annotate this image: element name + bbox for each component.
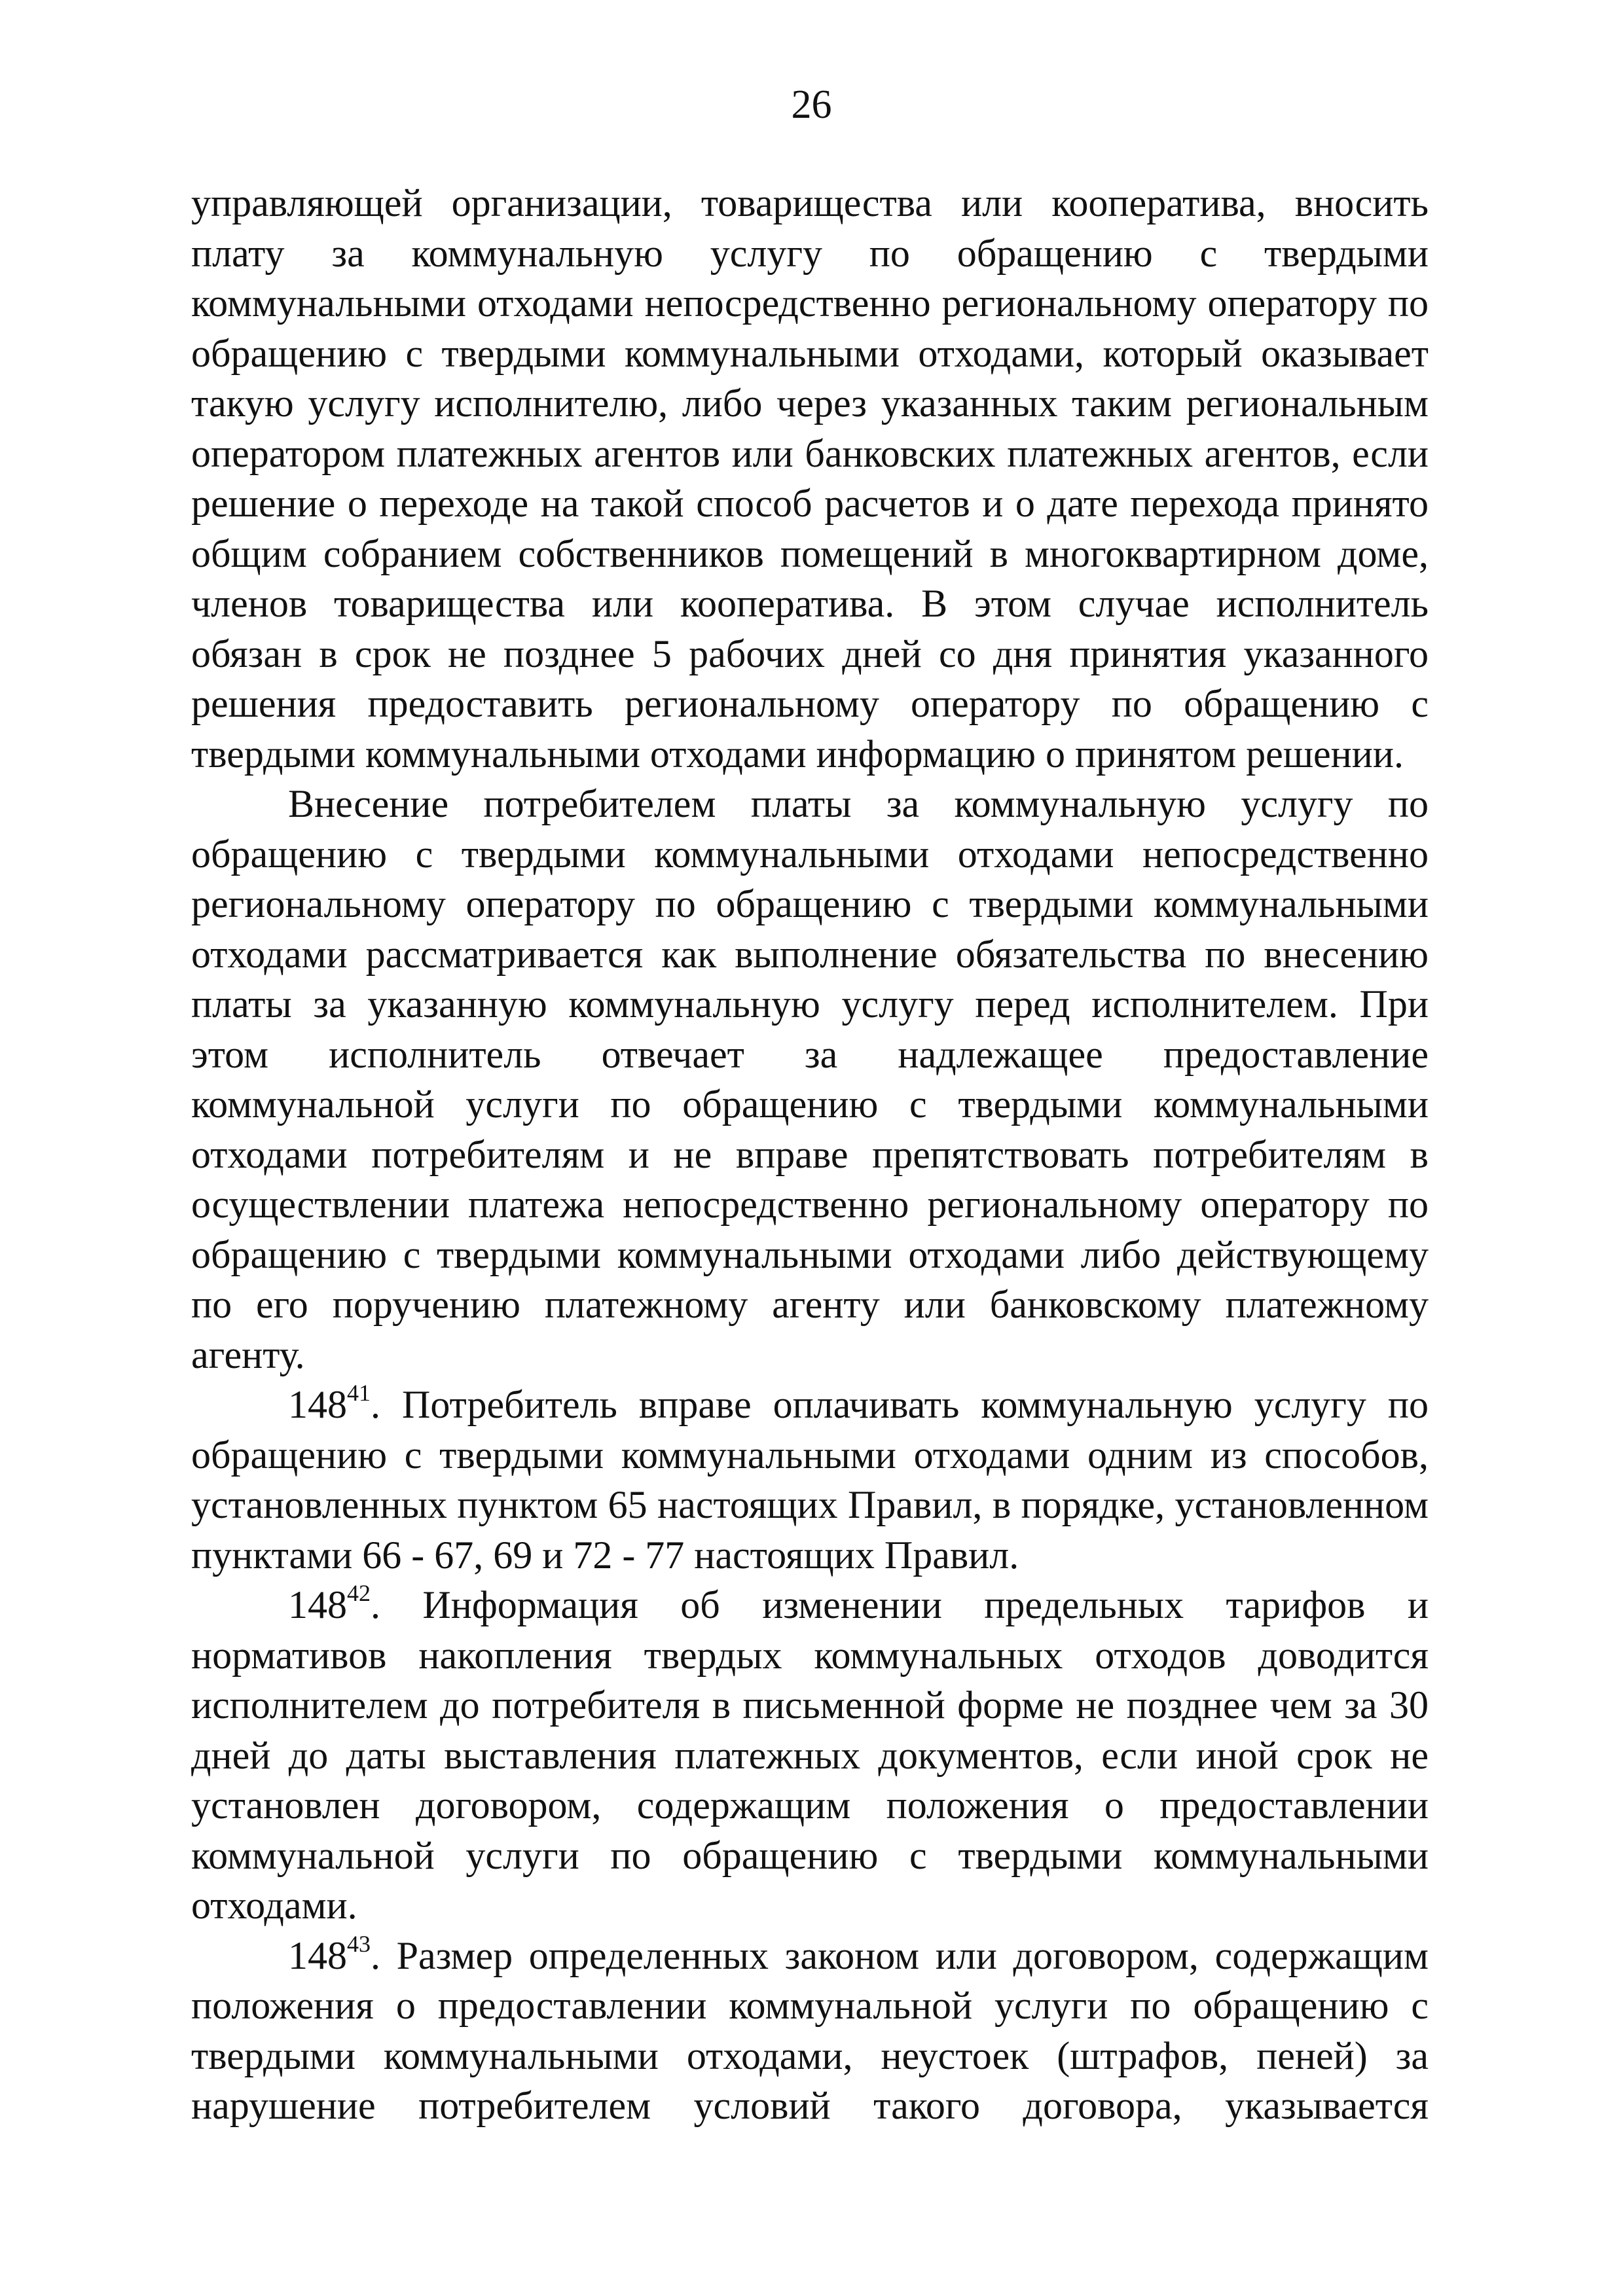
paragraph-148-42 xyxy=(191,1580,1429,1931)
paragraph-148-43 xyxy=(191,1931,1429,2131)
paragraph-text: управляющей организации, товарищества или кооператива, вносить плату за коммунальную услугу по обращению с твердыми коммунальными отходами непосредственно региональному оператору по обращению с твердыми коммунальными отходами, который оказывает такую услугу исполнителю, либо через указанных таким региональным оператором платежных агентов или банковских платежных агентов, если решение о переходе на такой способ расчетов и о дате перехода принято общим собранием собственников помещений в многоквартирном доме, членов товарищества или кооператива. В этом случае исполнитель обязан в срок не позднее 5 рабочих дней со дня принятия указанного решения предоставить региональному оператору по обращению с твердыми коммунальными отходами информацию о принятом решении. xyxy=(191,181,1429,776)
clause-superscript: 41 xyxy=(347,1380,371,1406)
paragraph-text: . Информация об изменении предельных тарифов и нормативов накопления твердых коммунальных отходов доводится исполнителем до потребителя в письменной форме не позднее чем за 30 дней до даты выставления платежных документов, если иной срок не установлен договором, содержащим положения о предоставлении коммунальной услуги по обращению с твердыми коммунальными отходами. xyxy=(191,1583,1429,1927)
paragraph-payment-to-operator xyxy=(191,779,1429,1380)
page-number: 26 xyxy=(791,82,832,127)
paragraph-text: . Размер определенных законом или договором, содержащим положения о предоставлении коммунальной услуги по обращению с твердыми коммунальными отходами, неустоек (штрафов, пеней) за нарушение потребителем условий такого договора, указывается xyxy=(191,1933,1429,2127)
paragraph-text: . Потребитель вправе оплачивать коммунальную услугу по обращению с твердыми коммунальными отходами одним из способов, установленных пунктом 65 настоящих Правил, в порядке, установленном пунктами 66 - 67, 69 и 72 - 77 настоящих Правил. xyxy=(191,1383,1429,1577)
clause-number: 148 xyxy=(288,1583,347,1626)
clause-number: 148 xyxy=(288,1383,347,1426)
clause-superscript: 43 xyxy=(347,1930,371,1957)
paragraph-continuation xyxy=(191,178,1429,779)
clause-superscript: 42 xyxy=(347,1580,371,1606)
paragraph-text: Внесение потребителем платы за коммунальную услугу по обращению с твердыми коммунальными отходами непосредственно региональному оператору по обращению с твердыми коммунальными отходами рассматривается как выполнение обязательства по внесению платы за указанную коммунальную услугу перед исполнителем. При этом исполнитель отвечает за надлежащее предоставление коммунальной услуги по обращению с твердыми коммунальными отходами потребителям и не вправе препятствовать потребителям в осуществлении платежа непосредственно региональному оператору по обращению с твердыми коммунальными отходами либо действующему по его поручению платежному агенту или банковскому платежному агенту. xyxy=(191,782,1429,1376)
clause-number: 148 xyxy=(288,1933,347,1977)
document-body xyxy=(191,178,1429,2131)
paragraph-148-41 xyxy=(191,1380,1429,1580)
